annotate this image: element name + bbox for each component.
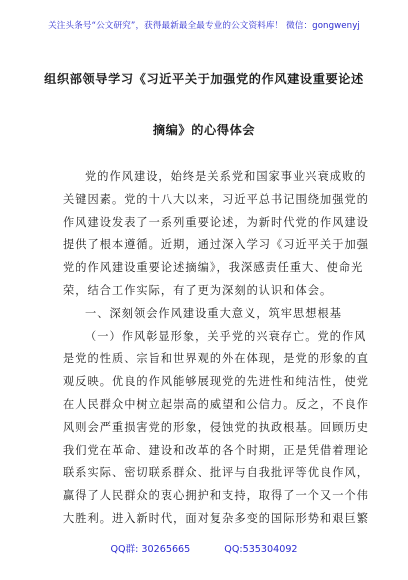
body-line: 风则会严重损害党的形象，侵蚀党的执政根基。回顾历史 xyxy=(63,420,369,434)
document-title-line-1: 组织部领导学习《习近平关于加强党的作风建设重要论述 xyxy=(44,72,364,86)
body-line: 提供了根本遵循。近期，通过深入学习《习近平关于加强 xyxy=(63,238,369,252)
body-line: 联系实际、密切联系群众、批评与自我批评等优良作风， xyxy=(63,466,369,480)
document-title-line-2: 摘编》的心得体会 xyxy=(152,123,256,137)
body-line: 是党的性质、宗旨和世界观的外在体现，是党的形象的直 xyxy=(63,352,369,366)
body-line: 大胜利。进入新时代，面对复杂多变的国际形势和艰巨繁 xyxy=(63,511,369,525)
body-line: 在人民群众中树立起崇高的威望和公信力。反之，不良作 xyxy=(63,397,369,411)
body-line: 荣，结合工作实际，有了更为深刻的认识和体会。 xyxy=(63,283,333,297)
footer-qq: QQ:535304092 xyxy=(224,544,298,555)
footer-contact xyxy=(0,541,408,555)
body-line: 党的作风建设重要论述摘编》，我深感责任重大、使命光 xyxy=(63,261,364,275)
body-line: 赢得了人民群众的衷心拥护和支持，取得了一个又一个伟 xyxy=(63,489,369,503)
body-line: 观反映。优良的作风能够展现党的先进性和纯洁性，使党 xyxy=(63,375,369,389)
document-body xyxy=(63,166,369,531)
body-line: 作风建设发表了一系列重要论述，为新时代党的作风建设 xyxy=(63,215,369,229)
footer-qq-group: QQ群: 30265665 xyxy=(110,544,191,555)
header-promo-note: 关注头条号“公文研究”，获得最新最全最专业的公文资料库！ 微信：gongwenyj xyxy=(48,21,360,31)
body-line: 党的作风建设，始终是关系党和国家事业兴衰成败的 xyxy=(85,170,367,183)
body-line: 关键因素。党的十八大以来，习近平总书记围绕加强党的 xyxy=(63,192,369,206)
body-line: 我们党在革命、建设和改革的各个时期，正是凭借着理论 xyxy=(63,443,369,457)
subsection-heading-line: （一）作风彰显形象，关乎党的兴衰存亡。党的作风 xyxy=(85,329,367,343)
section-heading: 一、深刻领会作风建设重大意义，筑牢思想根基 xyxy=(85,306,342,320)
